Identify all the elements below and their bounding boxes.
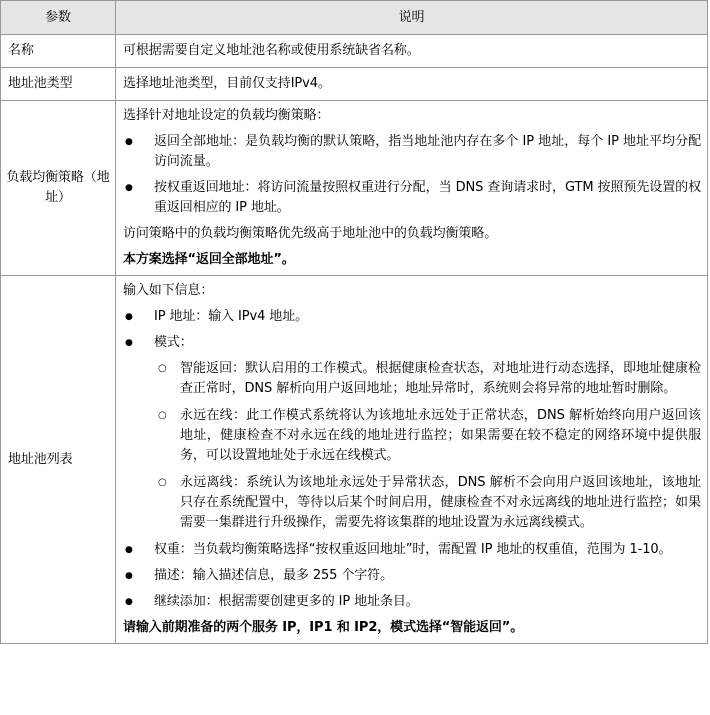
header-row	[1, 1, 708, 35]
header-param: 参数	[1, 1, 116, 35]
row-lb-strategy	[1, 101, 708, 276]
pool-bullet-mode	[123, 333, 701, 533]
desc-pool-list	[116, 276, 708, 644]
mode-always-online: ○ 永远在线：此工作模式系统将认为该地址永远处于正常状态，DNS 解析始终向用户返回该地址，健康检查不对永远在线的地址进行监控；如果需要在较不稳定的网络环境中提供服务，可以设置地址处于永远在线模式。	[154, 406, 701, 466]
param-pool-list: 地址池列表	[1, 276, 116, 644]
pool-bullet-add-more: ● 继续添加：根据需要创建更多的 IP 地址条目。	[123, 592, 701, 612]
pool-choice: 请输入前期准备的两个服务 IP，IP1 和 IP2，模式选择“智能返回”。	[123, 620, 524, 635]
lb-intro: 选择针对地址设定的负载均衡策略：	[123, 108, 330, 123]
header-desc: 说明	[116, 1, 708, 35]
param-lb-strategy: 负载均衡策略（地址）	[1, 101, 116, 276]
pool-mode-label: 模式：	[154, 335, 193, 350]
lb-bullet-return-all: ● 返回全部地址：是负载均衡的默认策略，指当地址池内存在多个 IP 地址，每个 IP 地址平均分配访问流量。	[123, 132, 701, 172]
param-pool-type: 地址池类型	[1, 68, 116, 101]
param-name: 名称	[1, 35, 116, 68]
lb-note: 访问策略中的负载均衡策略优先级高于地址池中的负载均衡策略。	[123, 226, 498, 241]
pool-bullet-weight: ● 权重：当负载均衡策略选择“按权重返回地址”时，需配置 IP 地址的权重值，范围为 1-10。	[123, 540, 701, 560]
row-name	[1, 35, 708, 68]
pool-intro: 输入如下信息：	[123, 283, 214, 298]
lb-bullet-list	[123, 132, 701, 218]
lb-bullet-by-weight: ● 按权重返回地址：将访问流量按照权重进行分配，当 DNS 查询请求时，GTM 按照预先设置的权重返回相应的 IP 地址。	[123, 178, 701, 218]
mode-always-offline: ○ 永远离线：系统认为该地址永远处于异常状态，DNS 解析不会向用户返回该地址，该地址只存在系统配置中，等待以后某个时间启用，健康检查不对永远离线的地址进行监控；如果需要一集群进行升级操作，需要先将该集群的地址设置为永远离线模式。	[154, 473, 701, 533]
row-pool-type	[1, 68, 708, 101]
mode-smart-return: ○ 智能返回：默认启用的工作模式。根据健康检查状态，对地址进行动态选择，即地址健康检查正常时，DNS 解析向用户返回地址；地址异常时，系统则会将异常的地址暂时删除。	[154, 359, 701, 399]
lb-choice: 本方案选择“返回全部地址”。	[123, 252, 295, 267]
pool-bullet-ip: ● IP 地址：输入 IPv4 地址。	[123, 307, 701, 327]
row-pool-list	[1, 276, 708, 644]
pool-bullet-describe: ● 描述：输入描述信息，最多 255 个字符。	[123, 566, 701, 586]
mode-sub-list	[154, 359, 701, 533]
desc-lb-strategy	[116, 101, 708, 276]
pool-bullet-list	[123, 307, 701, 612]
desc-name: 可根据需要自定义地址池名称或使用系统缺省名称。	[116, 35, 708, 68]
desc-pool-type: 选择地址池类型，目前仅支持IPv4。	[116, 68, 708, 101]
